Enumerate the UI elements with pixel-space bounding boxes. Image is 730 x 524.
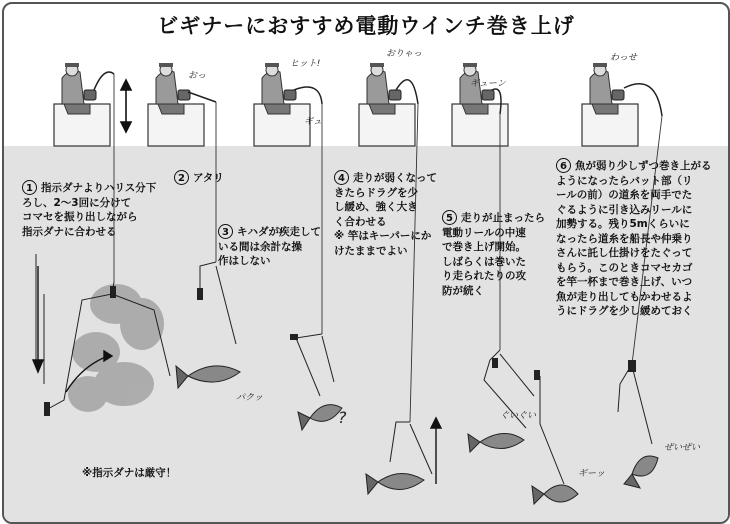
step-4-text: 走りが弱くなって きたらドラグを少 し緩め、強く大き く合わせる ※ 竿はキーパーにか けたままでよい <box>334 172 437 257</box>
step-6 <box>556 158 712 319</box>
step-5-text: 走りが止まったら 電動リールの中速 で巻き上げ開始。 しばらくは巻いた り走られたりの攻 防が続く <box>442 212 545 297</box>
step-5-number: 5 <box>442 210 457 225</box>
diagram-frame <box>2 2 730 524</box>
tuna-3 <box>298 405 342 430</box>
sfx-oryaa: おりゃっ <box>386 49 423 59</box>
chum-cloud <box>68 284 164 412</box>
step-1 <box>22 180 156 239</box>
step-5 <box>442 210 545 298</box>
sfx-pakutsu: パクッ <box>236 393 264 403</box>
step-2 <box>174 170 224 186</box>
tuna-4 <box>366 473 424 494</box>
step-4-number: 4 <box>334 170 349 185</box>
sfx-kuwa: ギュ <box>304 117 323 127</box>
angler-4 <box>359 63 415 146</box>
step-1-number: 1 <box>22 180 37 195</box>
sfx-dododo: ギーッ <box>578 469 606 479</box>
tuna-5b <box>532 485 578 504</box>
angler-6 <box>582 63 638 146</box>
tuna-5a <box>468 433 524 452</box>
step-6-number: 6 <box>556 158 571 173</box>
step-1-text: 指示ダナよりハリス分下 ろし、2～3回に分けて コマセを振り出しながら 指示ダナに合わせる <box>22 182 157 238</box>
sfx-guigui: ぐいぐい <box>500 411 537 421</box>
tuna-2 <box>176 366 240 388</box>
sfx-gyuun: ギューン <box>470 79 506 89</box>
step-6-text: 魚が弱り少しずつ巻き上がる ようになったらバット部（リ ールの前）の道糸を両手でた ぐるように引き込みリールに 加勢する。残り5mくらいに なったら道糸を船長や仲乗り さんに託し仕掛けをたぐって もらう。このときコマセカゴ を竿一杯まで巻き上げ、いつ 魚が走り出してもかわせるよ うにドラグを少し緩めておく <box>556 160 712 317</box>
step-2-number: 2 <box>174 170 189 185</box>
depth-note: ※指示ダナは厳守！ <box>82 467 177 479</box>
rod-3 <box>294 87 322 104</box>
sfx-hit: ヒット! <box>290 59 321 69</box>
tuna-6 <box>624 456 658 488</box>
sfx-zeizei: ぜいぜい <box>664 443 701 453</box>
sfx-oh: おっ <box>188 71 207 81</box>
step-2-text: アタリ <box>193 172 224 184</box>
sfx-wasshoi: わっせ <box>610 53 637 63</box>
step-3-number: 3 <box>218 224 233 239</box>
rod-2 <box>188 92 216 102</box>
step-4 <box>334 170 437 258</box>
step-3-text: キハダが疾走して いる間は余計な操 作はしない <box>218 226 321 267</box>
page-title: ビギナーにおすすめ電動ウインチ巻き上げ <box>157 14 575 38</box>
line-4 <box>410 104 418 422</box>
rod-1 <box>94 72 114 90</box>
sfx-question: ? <box>338 408 347 427</box>
step-3 <box>218 224 321 269</box>
angler-3 <box>254 63 310 146</box>
